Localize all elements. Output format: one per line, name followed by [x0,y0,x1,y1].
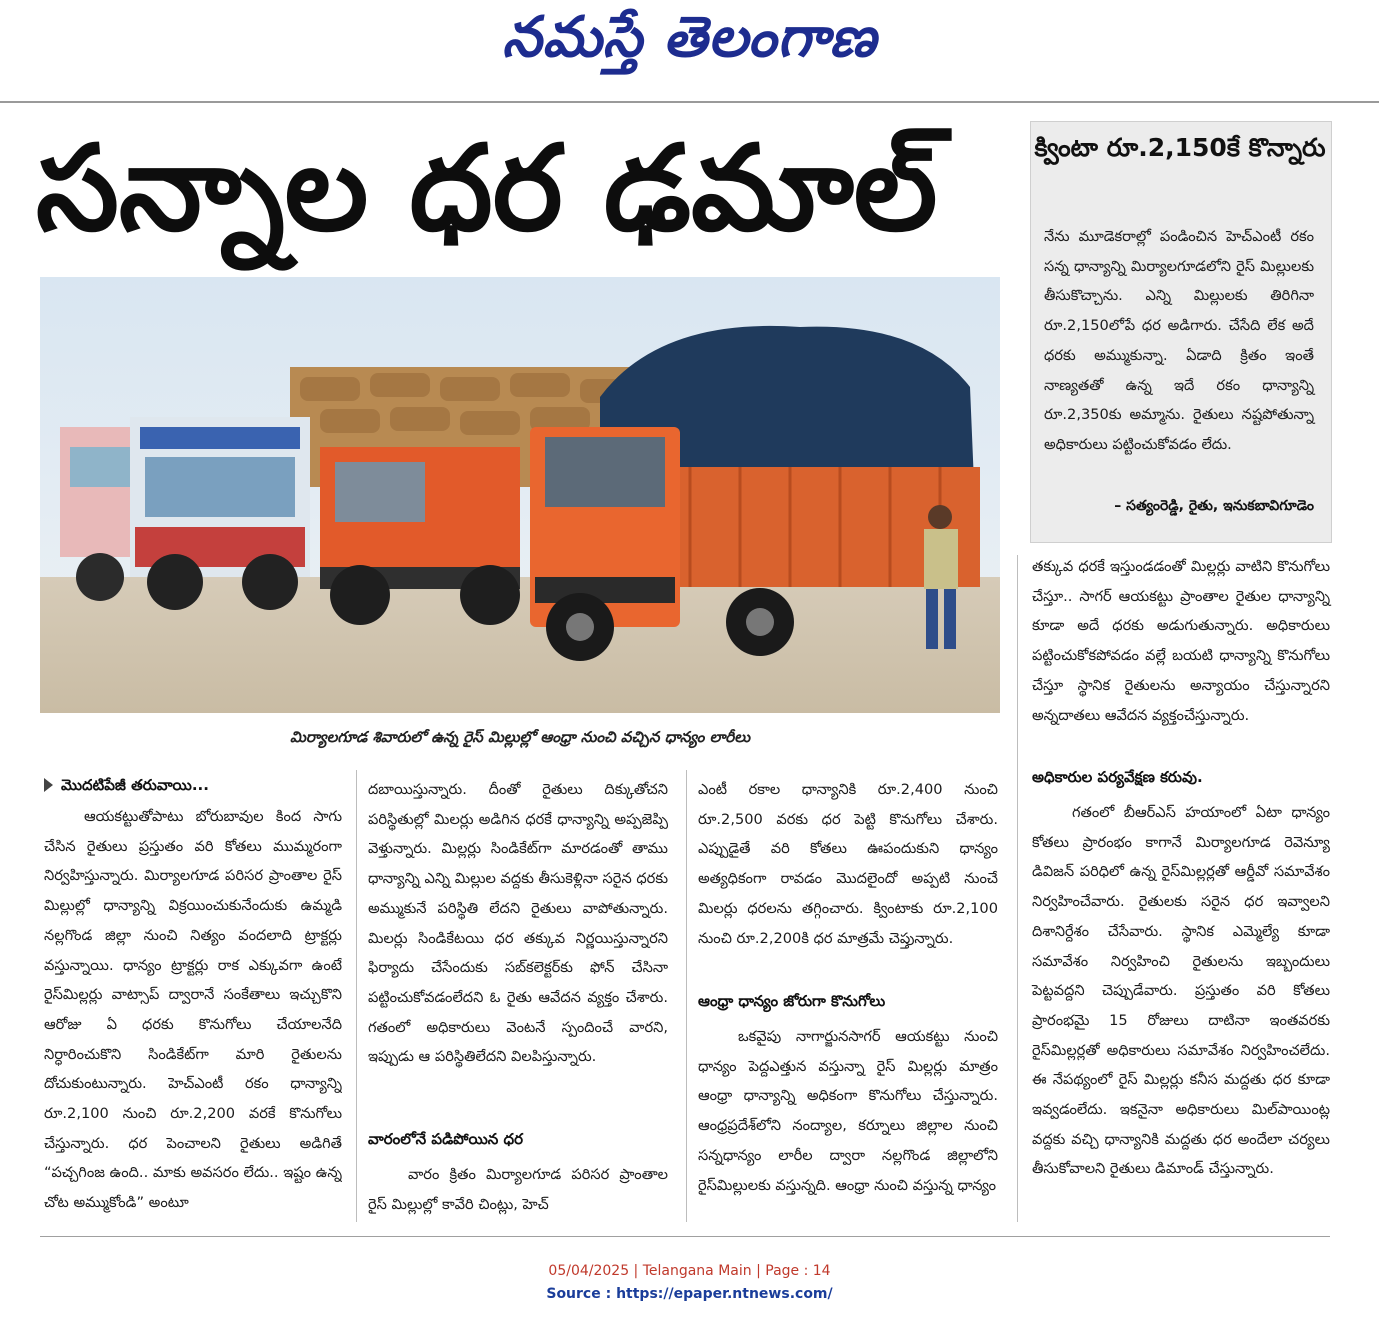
article-paragraph: గతంలో బీఆర్ఎస్ హయాంలో ఏటా ధాన్యం కోతలు ప్రారంభం కాగానే మిర్యాలగూడ రెవెన్యూ డివిజన్ పరిధిలో ఉన్న రైస్‌మిల్లర్లతో ఆర్డీవో సమావేశం నిర్వహించేవారు. రైతులకు సరైన ధర ఇవ్వాలని దిశానిర్దేశం చేసేవారు. స్థానిక ఎమ్మెల్యే కూడా సమావేశం నిర్వహించి రైతులను ఇబ్బందులు పెట్టవద్దని చెప్పుడేవారు. ప్రస్తుతం వరి కోతలు ప్రారంభమై 15 రోజులు దాటినా ఇంతవరకు రైస్‌మిల్లర్లతో అధికారులు సమావేశం నిర్వహించలేదు. ఈ నేపథ్యంలో రైస్ మిల్లర్లు కనీస మద్దతు ధర కూడా ఇవ్వడంలేదు. ఇకనైనా అధికారులు మిల్‌పాయింట్ల వద్దకు వచ్చి ధాన్యానికి మద్దతు ధర అందేలా చర్యలు తీసుకోవాలని రైతులు డిమాండ్ చేస్తున్నారు. [1032,804,1330,1178]
article-paragraph: వారం క్రితం మిర్యాలగూడ పరిసర ప్రాంతాల రైస్ మిల్లుల్లో కావేరి చింట్లు, హెచ్ [368,1166,668,1213]
article-column-2 [368,775,668,1072]
article-column-4b [1032,798,1330,1184]
section-subhead: వారంలోనే పడిపోయిన ధర [368,1130,523,1148]
continuation-label: మొదటిపేజీ తరువాయి... [44,776,209,798]
column-divider [1017,555,1018,1222]
footer-divider [40,1236,1330,1237]
arrow-right-icon [44,778,53,792]
footer-source-link[interactable]: Source : https://epaper.ntnews.com/ [546,1286,833,1302]
footer-date-page: 05/04/2025 | Telangana Main | Page : 14 [548,1263,831,1279]
article-paragraph: ఆయకట్టుతోపాటు బోరుబావుల కింద సాగు చేసిన రైతులు ప్రస్తుతం వరి కోతలు ముమ్మరంగా నిర్వహిస్తున్నారు. మిర్యాలగూడ పరిసర ప్రాంతాల రైస్ మిల్లుల్లో ధాన్యాన్ని విక్రయించుకునేందుకు ఉమ్మడి నల్లగొండ జిల్లా నుంచి నిత్యం వందలాది ట్రాక్టర్లు వస్తున్నాయి. ధాన్యం ట్రాక్టర్లు రాక ఎక్కువగా ఉంటే రైస్‌మిల్లర్లు వాట్సాప్ ద్వారానే సంకేతాలు ఇచ్చుకొని ఆరోజు ఏ ధరకు కొనుగోలు చేయాలనేది నిర్ధారించుకొని సిండికేట్‌గా మారి రైతులను దోచుకుంటున్నారు. హెచ్ఎంటీ రకం ధాన్యాన్ని రూ.2,100 నుంచి రూ.2,200 వరకే కొనుగోలు చేస్తున్నారు. ధర పెంచాలని రైతులు అడిగితే “పచ్చగింజ ఉంది.. మాకు అవసరం లేదు.. ఇష్టం ఉన్న చోట అమ్ముకోండి” అంటూ [44,808,342,1212]
news-photo [40,277,1000,713]
photo-caption: మిర్యాలగూడ శివారులో ఉన్న రైస్ మిల్లుల్లో ఆంధ్రా నుంచి వచ్చిన ధాన్యం లారీలు [289,728,751,746]
column-divider [356,770,357,1222]
article-paragraph: ఒకవైపు నాగార్జునసాగర్ ఆయకట్టు నుంచి ధాన్యం పెద్దఎత్తున వస్తున్నా రైస్ మిల్లర్లు మాత్రం ఆంధ్రా ధాన్యాన్ని అధికంగా కొనుగోలు చేస్తున్నారు. ఆంధ్రప్రదేశ్‌లోని నంద్యాల, కర్నూలు జిల్లాల నుంచి సన్నధాన్యం లారీల ద్వారా నల్లగొండ జిల్లాలోని రైస్‌మిల్లులకు వస్తున్నది. ఆంధ్రా నుంచి వస్తున్న ధాన్యం [698,1028,998,1194]
article-column-2b [368,1160,668,1219]
sidebar-body: నేను మూడెకరాల్లో పండించిన హెచ్ఎంటీ రకం సన్న ధాన్యాన్ని మిర్యాలగూడలోని రైస్ మిల్లులకు తీసుకొచ్చాను. ఎన్ని మిల్లులకు తిరిగినా రూ.2,150లోపే ధర అడిగారు. చేసేది లేక అదే ధరకు అమ్ముకున్నా. ఏడాది క్రితం ఇంతే నాణ్యతతో ఉన్న ఇదే రకం ధాన్యాన్ని రూ.2,350కు అమ్మాను. రైతులు నష్టపోతున్నా అధికారులు పట్టించుకోవడం లేదు. [1044,228,1314,453]
sidebar-credit: – సత్యంరెడ్డి, రైతు, ఇనుకబావిగూడెం [1114,498,1314,514]
article-paragraph: దబాయిస్తున్నారు. దీంతో రైతులు దిక్కుతోచని పరిస్థితుల్లో మిలర్లు అడిగిన ధరకే ధాన్యాన్ని అప్పజెప్పి వెళ్తున్నారు. మిల్లర్లు సిండికేట్‌గా మారడంతో తాము ధాన్యాన్ని ఎన్ని మిల్లుల వద్దకు తీసుకెళ్లినా సరైన ధరకు అమ్ముకునే పరిస్థితి లేదని రైతులు వాపోతున్నారు. మిలర్లు సిండికేటయి ధర తక్కువ నిర్ణయిస్తున్నారని ఫిర్యాదు చేసేందుకు సబ్‌కలెక్టర్‌కు ఫోన్ చేసినా పట్టించుకోవడంలేదని ఓ రైతు ఆవేదన వ్యక్తం చేశారు. గతంలో అధికారులు వెంటనే స్పందించే వారని, ఇప్పుడు ఆ పరిస్థితిలేదని విలపిస్తున్నారు. [368,781,668,1066]
article-paragraph: ఎంటీ రకాల ధాన్యానికి రూ.2,400 నుంచి రూ.2,500 వరకు ధర పెట్టి కొనుగోలు చేశారు. ఎప్పుడైతే వరి కోతలు ఊపందుకుని ధాన్యం అత్యధికంగా రావడం మొదలైందో అప్పటి నుంచే మిలర్లు ధరలను తగ్గించారు. క్వింటాకు రూ.2,100 నుంచి రూ.2,200కి ధర మాత్రమే చెప్తున్నారు. [698,781,998,947]
sidebar-title: క్వింటా రూ.2,150కే కొన్నారు [1034,133,1326,162]
section-subhead: ఆంధ్రా ధాన్యం జోరుగా కొనుగోలు [698,992,886,1010]
article-paragraph: తక్కువ ధరకే ఇస్తుండడంతో మిల్లర్లు వాటిని కొనుగోలు చేస్తూ.. సాగర్ ఆయకట్టు ప్రాంతాల రైతుల ధాన్యాన్ని కూడా అదే ధరకు అడుగుతున్నారు. అధికారులు పట్టించుకోకపోవడం వల్లే బయటి ధాన్యాన్ని కొనుగోలు చేస్తూ స్థానిక రైతులను అన్యాయం చేస్తున్నారని అన్నదాతలు ఆవేదన వ్యక్తంచేస్తున్నారు. [1032,558,1330,724]
article-column-3 [698,775,998,953]
headline: సన్నాల ధర ఢమాల్ [36,119,938,257]
masthead [0,0,1379,102]
newspaper-logo: నమస్తే తెలంగాణ [502,4,877,70]
article-column-1 [44,802,342,1222]
article-column-3b [698,1022,998,1200]
column-divider [686,770,687,1222]
masthead-divider [0,101,1379,103]
section-subhead: అధికారుల పర్యవేక్షణ కరువు. [1032,768,1203,786]
article-column-4 [1032,552,1330,730]
